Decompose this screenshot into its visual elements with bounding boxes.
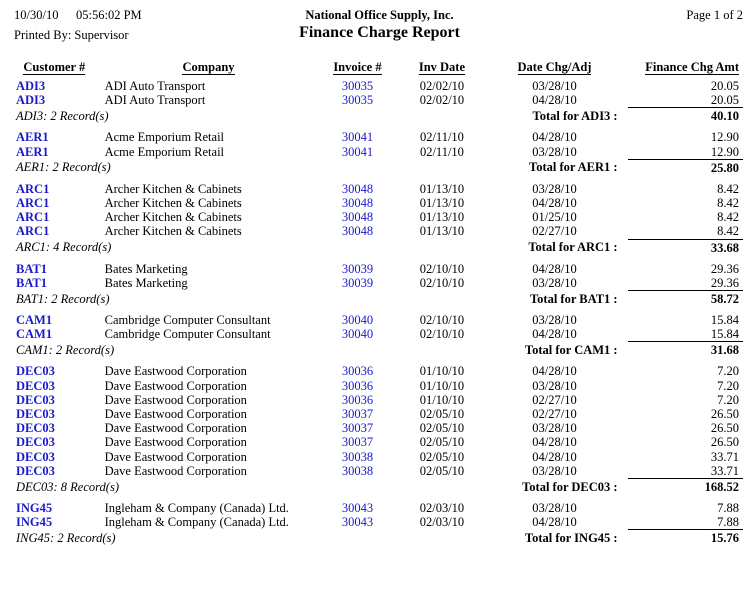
invoice-number-link[interactable]: 30038 (341, 463, 374, 478)
cell-date-chg-adj: 04/28/10 (532, 364, 577, 379)
cell-invoice-date: 02/05/10 (419, 421, 465, 436)
cell-invoice-date: 02/02/10 (419, 93, 465, 108)
invoice-number-link[interactable]: 30040 (341, 327, 374, 342)
cell-invoice-number[interactable] (312, 313, 402, 327)
table-row (14, 224, 743, 239)
cell-company: Archer Kitchen & Cabinets (104, 224, 242, 239)
cell-date-chg-adj: 02/27/10 (532, 407, 577, 422)
table-header (14, 60, 743, 79)
customer-id-link[interactable]: DEC03 (16, 407, 55, 422)
cell-finance-charge-amount: 26.50 (710, 421, 739, 436)
cell-finance-charge-amount: 7.88 (717, 515, 739, 530)
cell-date-chg-adj: 03/28/10 (532, 378, 577, 393)
cell-invoice-number[interactable] (312, 224, 402, 239)
group-total-amount: 40.10 (628, 108, 743, 126)
column-header-inv-date: Inv Date (418, 60, 466, 74)
cell-date-chg-adj: 04/28/10 (532, 515, 577, 530)
printed-by: Printed By: Supervisor (14, 28, 129, 42)
cell-customer-id[interactable] (14, 421, 93, 435)
cell-customer-id[interactable] (14, 464, 93, 479)
group-total-amount: 15.76 (628, 530, 743, 548)
cell-company: ADI Auto Transport (104, 79, 206, 93)
cell-invoice-number[interactable] (312, 515, 402, 530)
group-total-amount: 168.52 (628, 479, 743, 497)
cell-customer-id[interactable] (14, 130, 93, 144)
cell-customer-id[interactable] (14, 501, 93, 515)
cell-finance-charge-amount: 26.50 (710, 435, 739, 450)
company-name-header: National Office Supply, Inc. (305, 8, 454, 22)
cell-invoice-number[interactable] (312, 435, 402, 449)
cell-date-chg-adj: 04/28/10 (532, 449, 577, 464)
customer-id-link[interactable]: DEC03 (16, 463, 55, 478)
column-header-invoice: Invoice # (333, 60, 382, 74)
cell-company: Archer Kitchen & Cabinets (104, 181, 242, 196)
invoice-number-link[interactable]: 30048 (341, 181, 374, 196)
cell-finance-charge-amount: 33.71 (710, 449, 739, 464)
customer-id-link[interactable]: DEC03 (16, 364, 55, 379)
table-row (14, 93, 743, 108)
table-row (14, 393, 743, 407)
cell-invoice-number[interactable] (312, 182, 402, 196)
cell-company: Dave Eastwood Corporation (104, 435, 247, 450)
cell-date-chg-adj: 04/28/10 (532, 130, 577, 145)
cell-date-chg-adj: 03/28/10 (532, 79, 577, 93)
cell-date-chg-adj: 02/27/10 (532, 224, 577, 239)
group-record-count: ADI3: 2 Record(s) (16, 108, 109, 123)
table-body (14, 79, 743, 552)
invoice-number-link[interactable]: 30039 (341, 261, 374, 276)
cell-date-chg-adj: 04/28/10 (532, 435, 577, 450)
table-row (14, 210, 743, 224)
cell-invoice-number[interactable] (312, 327, 402, 342)
cell-invoice-date: 01/13/10 (419, 210, 465, 225)
invoice-number-link[interactable]: 30041 (341, 130, 374, 145)
column-header-company: Company (182, 60, 235, 74)
cell-customer-id[interactable] (14, 182, 93, 196)
table-row (14, 145, 743, 160)
customer-id-link[interactable]: ARC1 (16, 181, 50, 196)
cell-finance-charge-amount: 8.42 (717, 181, 739, 196)
cell-invoice-number[interactable] (312, 262, 402, 276)
cell-invoice-date: 02/03/10 (419, 501, 465, 516)
cell-invoice-date: 02/10/10 (419, 313, 465, 328)
group-summary-row (14, 479, 743, 497)
group-total-label: Total for DEC03 : (522, 479, 618, 494)
group-record-count: AER1: 2 Record(s) (16, 160, 111, 175)
cell-finance-charge-amount: 29.36 (710, 275, 739, 290)
cell-company: ADI Auto Transport (104, 93, 206, 108)
customer-id-link[interactable]: DEC03 (16, 449, 55, 464)
cell-customer-id[interactable] (14, 407, 93, 421)
customer-id-link[interactable]: ING45 (16, 501, 53, 516)
cell-customer-id[interactable] (14, 224, 93, 239)
cell-customer-id[interactable] (14, 79, 93, 93)
cell-finance-charge-amount: 8.42 (717, 196, 739, 211)
group-summary-row (14, 108, 743, 126)
table-row (14, 276, 743, 291)
cell-invoice-date: 01/10/10 (419, 364, 465, 379)
cell-customer-id[interactable] (14, 327, 93, 342)
table-row (14, 196, 743, 210)
cell-finance-charge-amount: 20.05 (710, 79, 739, 93)
cell-customer-id[interactable] (14, 145, 93, 160)
cell-invoice-number[interactable] (312, 421, 402, 435)
customer-id-link[interactable]: DEC03 (16, 435, 55, 450)
group-summary-row (14, 239, 743, 257)
column-header-customer: Customer # (23, 60, 86, 74)
customer-id-link[interactable]: DEC03 (16, 392, 55, 407)
group-record-count: DEC03: 8 Record(s) (16, 479, 119, 494)
cell-finance-charge-amount: 7.20 (717, 364, 739, 379)
cell-date-chg-adj: 03/28/10 (532, 501, 577, 516)
cell-invoice-date: 02/02/10 (419, 79, 465, 93)
cell-finance-charge-amount: 33.71 (710, 463, 739, 478)
cell-finance-charge-amount: 26.50 (710, 407, 739, 422)
invoice-number-link[interactable]: 30037 (341, 407, 374, 422)
table-row (14, 262, 743, 276)
column-header-date-chg-adj: Date Chg/Adj (517, 60, 592, 74)
cell-invoice-date: 01/13/10 (419, 224, 465, 239)
page-indicator: Page 1 of 2 (686, 8, 743, 22)
customer-id-link[interactable]: AER1 (16, 144, 49, 159)
customer-id-link[interactable]: ADI3 (16, 79, 46, 93)
group-total-amount: 25.80 (628, 159, 743, 177)
cell-finance-charge-amount: 12.90 (710, 144, 739, 159)
table-row (14, 313, 743, 327)
invoice-number-link[interactable]: 30039 (341, 275, 374, 290)
cell-invoice-date: 01/13/10 (419, 196, 465, 211)
group-summary-row (14, 291, 743, 309)
cell-customer-id[interactable] (14, 93, 93, 108)
invoice-number-link[interactable]: 30043 (341, 515, 374, 530)
cell-company: Bates Marketing (104, 275, 188, 290)
group-total-amount: 31.68 (628, 342, 743, 360)
invoice-number-link[interactable]: 30040 (341, 313, 374, 328)
cell-invoice-number[interactable] (312, 379, 402, 393)
cell-invoice-number[interactable] (312, 130, 402, 144)
cell-company: Archer Kitchen & Cabinets (104, 196, 242, 211)
cell-date-chg-adj: 01/25/10 (532, 210, 577, 225)
cell-customer-id[interactable] (14, 210, 93, 224)
cell-invoice-number[interactable] (312, 364, 402, 378)
customer-id-link[interactable]: ING45 (16, 515, 53, 530)
cell-date-chg-adj: 03/28/10 (532, 144, 577, 159)
group-spacer-cell (14, 547, 743, 552)
group-total-label: Total for AER1 : (529, 160, 618, 175)
cell-customer-id[interactable] (14, 313, 93, 327)
cell-date-chg-adj: 03/28/10 (532, 275, 577, 290)
table-row (14, 421, 743, 435)
cell-finance-charge-amount: 8.42 (717, 224, 739, 239)
cell-invoice-date: 02/05/10 (419, 407, 465, 422)
cell-invoice-date: 02/10/10 (419, 327, 465, 342)
group-total-label: Total for ING45 : (524, 530, 618, 545)
cell-company: Dave Eastwood Corporation (104, 463, 247, 478)
table-row (14, 79, 743, 93)
table-row (14, 182, 743, 196)
cell-date-chg-adj: 02/27/10 (532, 392, 577, 407)
cell-company: Dave Eastwood Corporation (104, 421, 247, 436)
cell-invoice-number[interactable] (312, 464, 402, 479)
customer-id-link[interactable]: ADI3 (16, 93, 46, 108)
invoice-number-link[interactable]: 30036 (341, 364, 374, 379)
cell-invoice-date: 02/05/10 (419, 449, 465, 464)
group-total-label: Total for ADI3 : (532, 108, 618, 123)
cell-invoice-date: 02/10/10 (419, 275, 465, 290)
invoice-number-link[interactable]: 30048 (341, 224, 374, 239)
customer-id-link[interactable]: CAM1 (16, 313, 53, 328)
customer-id-link[interactable]: BAT1 (16, 261, 48, 276)
finance-charge-table (14, 60, 743, 552)
cell-company: Dave Eastwood Corporation (104, 364, 247, 379)
invoice-number-link[interactable]: 30035 (341, 93, 374, 108)
cell-company: Dave Eastwood Corporation (104, 407, 247, 422)
report-time: 05:56:02 PM (76, 8, 142, 22)
cell-date-chg-adj: 03/28/10 (532, 313, 577, 328)
report-date: 10/30/10 (14, 8, 59, 22)
cell-date-chg-adj: 04/28/10 (532, 196, 577, 211)
cell-company: Acme Emporium Retail (104, 144, 225, 159)
group-total-amount: 33.68 (628, 239, 743, 257)
column-header-finance-chg-amt: Finance Chg Amt (645, 60, 739, 74)
cell-customer-id[interactable] (14, 196, 93, 210)
group-record-count: CAM1: 2 Record(s) (16, 342, 115, 357)
cell-date-chg-adj: 03/28/10 (532, 181, 577, 196)
page-title: Finance Charge Report (299, 24, 460, 41)
table-row (14, 515, 743, 530)
cell-customer-id[interactable] (14, 276, 93, 291)
cell-invoice-number[interactable] (312, 145, 402, 160)
cell-finance-charge-amount: 7.20 (717, 378, 739, 393)
cell-finance-charge-amount: 20.05 (710, 93, 739, 108)
cell-invoice-date: 02/11/10 (419, 130, 464, 145)
invoice-number-link[interactable]: 30038 (341, 449, 374, 464)
cell-invoice-date: 02/11/10 (419, 144, 464, 159)
table-row (14, 364, 743, 378)
customer-id-link[interactable]: DEC03 (16, 378, 55, 393)
customer-id-link[interactable]: BAT1 (16, 275, 48, 290)
group-summary-row (14, 159, 743, 177)
cell-customer-id[interactable] (14, 435, 93, 449)
invoice-number-link[interactable]: 30048 (341, 196, 374, 211)
group-total-amount: 58.72 (628, 291, 743, 309)
invoice-number-link[interactable]: 30037 (341, 435, 374, 450)
cell-date-chg-adj: 04/28/10 (532, 327, 577, 342)
table-row (14, 435, 743, 449)
group-summary-row (14, 530, 743, 548)
cell-invoice-date: 01/10/10 (419, 378, 465, 393)
cell-invoice-number[interactable] (312, 407, 402, 421)
cell-finance-charge-amount: 29.36 (710, 261, 739, 276)
customer-id-link[interactable]: ARC1 (16, 196, 50, 211)
cell-finance-charge-amount: 7.88 (717, 501, 739, 516)
customer-id-link[interactable]: ARC1 (16, 224, 50, 239)
group-summary-row (14, 342, 743, 360)
cell-invoice-date: 02/05/10 (419, 435, 465, 450)
group-spacer (14, 547, 743, 552)
customer-id-link[interactable]: ARC1 (16, 210, 50, 225)
cell-customer-id[interactable] (14, 515, 93, 530)
group-total-label: Total for CAM1 : (524, 342, 618, 357)
cell-company: Dave Eastwood Corporation (104, 378, 247, 393)
cell-date-chg-adj: 04/28/10 (532, 93, 577, 108)
cell-invoice-date: 02/10/10 (419, 261, 465, 276)
cell-invoice-date: 02/05/10 (419, 463, 465, 478)
cell-invoice-number[interactable] (312, 93, 402, 108)
cell-company: Acme Emporium Retail (104, 130, 225, 145)
cell-date-chg-adj: 03/28/10 (532, 463, 577, 478)
cell-company: Archer Kitchen & Cabinets (104, 210, 242, 225)
invoice-number-link[interactable]: 30036 (341, 378, 374, 393)
cell-invoice-date: 01/10/10 (419, 392, 465, 407)
table-row (14, 407, 743, 421)
cell-customer-id[interactable] (14, 450, 93, 464)
table-row (14, 464, 743, 479)
cell-invoice-number[interactable] (312, 450, 402, 464)
cell-customer-id[interactable] (14, 262, 93, 276)
cell-company: Cambridge Computer Consultant (104, 327, 271, 342)
customer-id-link[interactable]: AER1 (16, 130, 49, 145)
cell-finance-charge-amount: 8.42 (717, 210, 739, 225)
cell-invoice-date: 02/03/10 (419, 515, 465, 530)
cell-company: Ingleham & Company (Canada) Ltd. (104, 501, 289, 516)
invoice-number-link[interactable]: 30048 (341, 210, 374, 225)
cell-invoice-number[interactable] (312, 393, 402, 407)
report-header-line-2 (14, 26, 745, 50)
cell-company: Cambridge Computer Consultant (104, 313, 271, 328)
cell-customer-id[interactable] (14, 364, 93, 378)
invoice-number-link[interactable]: 30041 (341, 144, 374, 159)
table-row (14, 130, 743, 144)
group-record-count: ARC1: 4 Record(s) (16, 240, 112, 255)
invoice-number-link[interactable]: 30035 (341, 79, 374, 93)
invoice-number-link[interactable]: 30037 (341, 421, 374, 436)
table-row (14, 379, 743, 393)
cell-customer-id[interactable] (14, 393, 93, 407)
cell-finance-charge-amount: 15.84 (710, 313, 739, 328)
cell-company: Dave Eastwood Corporation (104, 449, 247, 464)
cell-invoice-number[interactable] (312, 196, 402, 210)
cell-customer-id[interactable] (14, 379, 93, 393)
cell-date-chg-adj: 04/28/10 (532, 261, 577, 276)
group-record-count: ING45: 2 Record(s) (16, 530, 116, 545)
group-total-label: Total for ARC1 : (528, 240, 618, 255)
group-total-label: Total for BAT1 : (529, 291, 618, 306)
table-row (14, 501, 743, 515)
table-row (14, 450, 743, 464)
invoice-number-link[interactable]: 30043 (341, 501, 374, 516)
cell-invoice-number[interactable] (312, 79, 402, 93)
cell-company: Bates Marketing (104, 261, 188, 276)
cell-finance-charge-amount: 12.90 (710, 130, 739, 145)
cell-invoice-number[interactable] (312, 501, 402, 515)
cell-date-chg-adj: 03/28/10 (532, 421, 577, 436)
cell-invoice-number[interactable] (312, 210, 402, 224)
customer-id-link[interactable]: CAM1 (16, 327, 53, 342)
cell-finance-charge-amount: 7.20 (717, 392, 739, 407)
cell-finance-charge-amount: 15.84 (710, 327, 739, 342)
cell-invoice-date: 01/13/10 (419, 181, 465, 196)
table-row (14, 327, 743, 342)
group-record-count: BAT1: 2 Record(s) (16, 291, 110, 306)
cell-company: Ingleham & Company (Canada) Ltd. (104, 515, 289, 530)
cell-invoice-number[interactable] (312, 276, 402, 291)
customer-id-link[interactable]: DEC03 (16, 421, 55, 436)
cell-company: Dave Eastwood Corporation (104, 392, 247, 407)
invoice-number-link[interactable]: 30036 (341, 392, 374, 407)
